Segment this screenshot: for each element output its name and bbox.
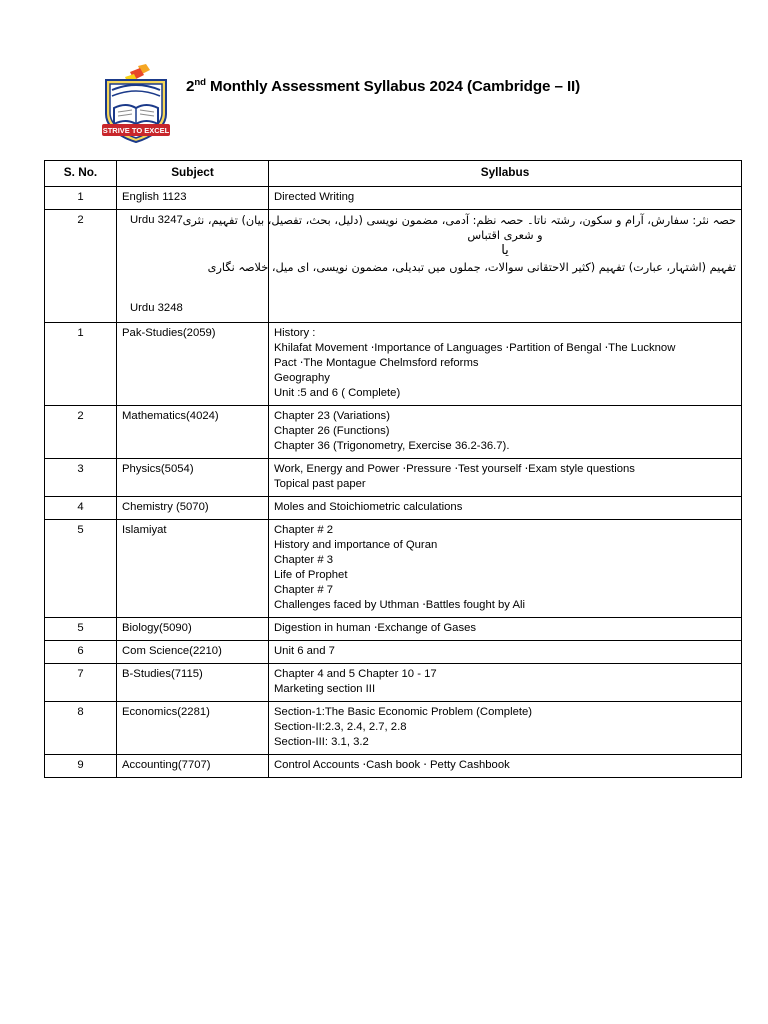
syllabus-line: Chapter 4 and 5 Chapter 10 - 17 <box>274 668 437 680</box>
syllabus-line-urdu: حصہ نثر: سفارش، آرام و سکون، رشتہ ناتا۔ حصہ نظم: آدمی، مضمون نویسی (دلیل، بحث، تفصیل، بیان) تفہیم، نثری <box>182 213 736 227</box>
document-header <box>44 58 744 144</box>
row-number: 6 <box>45 640 117 663</box>
row-subject: Pak-Studies(2059) <box>117 322 269 405</box>
row-subject: B-Studies(7115) <box>117 664 269 702</box>
row-syllabus <box>269 617 742 640</box>
table-row <box>45 186 742 209</box>
row-number: 2 <box>45 209 117 322</box>
syllabus-line: Chapter 36 (Trigonometry, Exercise 36.2-36.7). <box>274 439 510 452</box>
row-number: 5 <box>45 519 117 617</box>
row-syllabus <box>182 209 742 322</box>
syllabus-line: Section-II:2.3, 2.4, 2.7, 2.8 <box>274 721 407 734</box>
row-subject: Physics(5054) <box>117 458 269 496</box>
page-title-main: Monthly Assessment Syllabus 2024 (Cambridge – II) <box>210 78 581 95</box>
table-row <box>45 702 742 755</box>
row-subject: Islamiyat <box>117 519 269 617</box>
syllabus-line-urdu: تفہیم (اشتہار، عبارت) تفہیم (کثیر الاحتقانی سوالات، جملوں میں تبدیلی، مضمون نویسی، ای میل، خلاصہ نگاری <box>207 260 736 274</box>
syllabus-line: Chapter 26 (Functions) <box>274 424 390 437</box>
table-row <box>45 617 742 640</box>
syllabus-line: Pact ⋅The Montague Chelmsford reforms <box>274 356 479 369</box>
row-syllabus <box>269 755 742 778</box>
syllabus-line: Chapter # 7 <box>274 583 334 596</box>
row-subject-urdu-3248: Urdu 3248 <box>130 301 183 314</box>
row-syllabus <box>269 519 742 617</box>
syllabus-line: Challenges faced by Uthman ⋅Battles fought by Ali <box>274 598 526 611</box>
row-number: 3 <box>45 458 117 496</box>
table-row <box>45 209 742 322</box>
row-number: 5 <box>45 617 117 640</box>
syllabus-line: Khilafat Movement ⋅Importance of Languages ⋅Partition of Bengal ⋅The Lucknow <box>274 341 676 354</box>
syllabus-line: Chapter # 2 <box>274 523 334 536</box>
syllabus-line: History and importance of Quran <box>274 538 438 551</box>
row-number: 8 <box>45 702 117 755</box>
page-title <box>186 78 580 95</box>
school-logo-icon <box>90 62 182 144</box>
row-number: 4 <box>45 496 117 519</box>
table-row <box>45 640 742 663</box>
row-syllabus <box>269 458 742 496</box>
row-subject: Accounting(7707) <box>117 755 269 778</box>
syllabus-table <box>44 160 742 778</box>
row-subject: English 1123 <box>117 186 269 209</box>
syllabus-line: Control Accounts ⋅Cash book ⋅ Petty Cashbook <box>274 759 510 772</box>
table-row <box>45 322 742 405</box>
syllabus-line: Chapter # 3 <box>274 553 334 566</box>
svg-text:STRIVE TO EXCEL: STRIVE TO EXCEL <box>102 126 170 135</box>
syllabus-line: Unit 6 and 7 <box>274 644 335 657</box>
syllabus-line: Chapter 23 (Variations) <box>274 409 390 422</box>
syllabus-line: Section-1:The Basic Economic Problem (Complete) <box>274 706 533 719</box>
row-subject: Economics(2281) <box>117 702 269 755</box>
row-number: 9 <box>45 755 117 778</box>
table-row <box>45 458 742 496</box>
table-row <box>45 664 742 702</box>
row-syllabus <box>269 664 742 702</box>
syllabus-line: Moles and Stoichiometric calculations <box>274 500 463 513</box>
row-subject: Chemistry (5070) <box>117 496 269 519</box>
syllabus-line: Unit :5 and 6 ( Complete) <box>274 386 401 399</box>
table-row <box>45 496 742 519</box>
syllabus-line: Section-III: 3.1, 3.2 <box>274 736 369 749</box>
syllabus-line: Topical past paper <box>274 477 366 490</box>
syllabus-line-urdu: و شعری اقتباس <box>467 228 543 242</box>
row-syllabus <box>269 702 742 755</box>
page-title-ordinal: nd <box>194 76 206 88</box>
syllabus-line: Digestion in human ⋅Exchange of Gases <box>274 621 477 634</box>
row-subject: Com Science(2210) <box>117 640 269 663</box>
row-syllabus <box>269 186 742 209</box>
row-subject: Mathematics(4024) <box>117 405 269 458</box>
syllabus-line: Directed Writing <box>274 190 355 203</box>
syllabus-line: Geography <box>274 371 330 384</box>
row-number: 1 <box>45 186 117 209</box>
syllabus-line: Marketing section III <box>274 683 376 696</box>
row-syllabus <box>269 640 742 663</box>
syllabus-line: Work, Energy and Power ⋅Pressure ⋅Test yourself ⋅Exam style questions <box>274 462 635 475</box>
row-number: 1 <box>45 322 117 405</box>
table-row <box>45 755 742 778</box>
column-header-syllabus: Syllabus <box>269 161 742 187</box>
table-row <box>45 519 742 617</box>
column-header-subject: Subject <box>117 161 269 187</box>
page-title-prefix: 2 <box>186 78 195 95</box>
syllabus-line-urdu-or: یا <box>501 242 509 258</box>
row-syllabus <box>269 405 742 458</box>
table-row <box>45 405 742 458</box>
row-syllabus <box>269 322 742 405</box>
syllabus-line: History : <box>274 326 316 339</box>
row-subject: Biology(5090) <box>117 617 269 640</box>
syllabus-line: Life of Prophet <box>274 568 348 581</box>
table-header-row <box>45 161 742 187</box>
row-number: 2 <box>45 405 117 458</box>
row-subject-urdu-3247: Urdu 3247 <box>130 213 183 226</box>
row-subject <box>117 209 269 322</box>
column-header-number: S. No. <box>45 161 117 187</box>
row-number: 7 <box>45 664 117 702</box>
row-syllabus <box>269 496 742 519</box>
